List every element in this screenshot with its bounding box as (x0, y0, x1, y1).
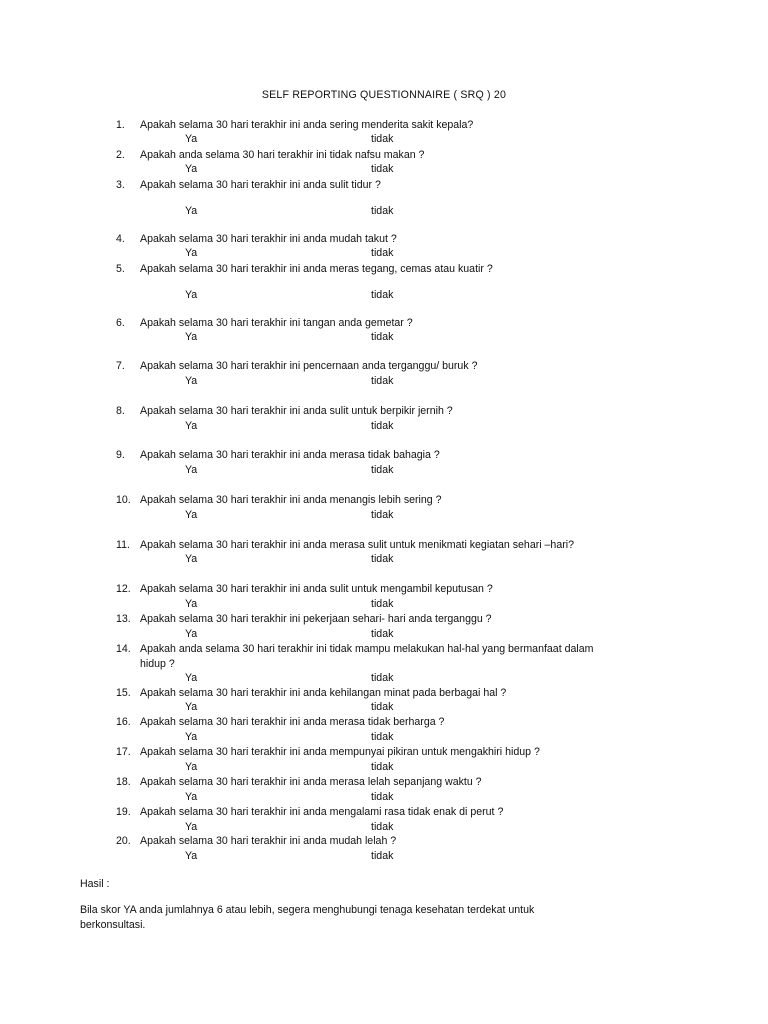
answer-ya-option[interactable]: Ya (185, 289, 198, 301)
answer-ya-option[interactable]: Ya (185, 163, 198, 175)
question-number: 17. (116, 746, 131, 758)
question-number: 8. (116, 405, 125, 417)
answer-ya-option[interactable]: Ya (185, 553, 198, 565)
question-number: 1. (116, 119, 125, 131)
question-number: 20. (116, 835, 131, 847)
answer-ya-option[interactable]: Ya (185, 761, 198, 773)
question-text: Apakah selama 30 hari terakhir ini anda mempunyai pikiran untuk mengakhiri hidup ? (140, 746, 540, 758)
answer-ya-option[interactable]: Ya (185, 791, 198, 803)
question-text: Apakah selama 30 hari terakhir ini anda merasa sulit untuk menikmati kegiatan sehari –hari? (140, 539, 574, 551)
result-label: Hasil : (80, 878, 110, 890)
question-text: Apakah selama 30 hari terakhir ini tangan anda gemetar ? (140, 317, 413, 329)
answer-tidak-option[interactable]: tidak (371, 628, 394, 640)
answer-ya-option[interactable]: Ya (185, 731, 198, 743)
question-text-continued: hidup ? (140, 658, 175, 670)
question-number: 3. (116, 179, 125, 191)
answer-tidak-option[interactable]: tidak (371, 850, 394, 862)
answer-ya-option[interactable]: Ya (185, 850, 198, 862)
question-text: Apakah selama 30 hari terakhir ini anda merasa lelah sepanjang waktu ? (140, 776, 482, 788)
answer-tidak-option[interactable]: tidak (371, 247, 394, 259)
answer-tidak-option[interactable]: tidak (371, 464, 394, 476)
answer-tidak-option[interactable]: tidak (371, 133, 394, 145)
question-text: Apakah anda selama 30 hari terakhir ini tidak mampu melakukan hal-hal yang bermanfaat dalam (140, 643, 594, 655)
answer-tidak-option[interactable]: tidak (371, 598, 394, 610)
question-text: Apakah selama 30 hari terakhir ini anda mudah lelah ? (140, 835, 397, 847)
answer-ya-option[interactable]: Ya (185, 821, 198, 833)
question-text: Apakah selama 30 hari terakhir ini anda mudah takut ? (140, 233, 397, 245)
question-number: 19. (116, 806, 131, 818)
question-number: 11. (116, 539, 130, 551)
question-text: Apakah selama 30 hari terakhir ini pencernaan anda terganggu/ buruk ? (140, 360, 478, 372)
question-text: Apakah selama 30 hari terakhir ini anda mengalami rasa tidak enak di perut ? (140, 806, 504, 818)
question-text: Apakah selama 30 hari terakhir ini anda sulit tidur ? (140, 179, 381, 191)
answer-tidak-option[interactable]: tidak (371, 375, 394, 387)
question-number: 10. (116, 494, 131, 506)
answer-ya-option[interactable]: Ya (185, 375, 198, 387)
answer-tidak-option[interactable]: tidak (371, 761, 394, 773)
page-title: SELF REPORTING QUESTIONNAIRE ( SRQ ) 20 (261, 89, 507, 101)
question-text: Apakah selama 30 hari terakhir ini anda merasa tidak berharga ? (140, 716, 445, 728)
question-text: Apakah selama 30 hari terakhir ini anda sulit untuk mengambil keputusan ? (140, 583, 493, 595)
answer-tidak-option[interactable]: tidak (371, 791, 394, 803)
question-number: 5. (116, 263, 125, 275)
answer-tidak-option[interactable]: tidak (371, 420, 394, 432)
answer-ya-option[interactable]: Ya (185, 672, 198, 684)
question-number: 14. (116, 643, 131, 655)
question-text: Apakah selama 30 hari terakhir ini anda kehilangan minat pada berbagai hal ? (140, 687, 507, 699)
question-number: 15. (116, 687, 131, 699)
question-number: 13. (116, 613, 131, 625)
answer-ya-option[interactable]: Ya (185, 205, 198, 217)
answer-ya-option[interactable]: Ya (185, 247, 198, 259)
question-number: 16. (116, 716, 131, 728)
question-number: 7. (116, 360, 125, 372)
answer-ya-option[interactable]: Ya (185, 509, 198, 521)
answer-tidak-option[interactable]: tidak (371, 821, 394, 833)
answer-tidak-option[interactable]: tidak (371, 509, 394, 521)
question-number: 9. (116, 449, 125, 461)
question-number: 6. (116, 317, 125, 329)
question-text: Apakah selama 30 hari terakhir ini anda menangis lebih sering ? (140, 494, 442, 506)
question-text: Apakah selama 30 hari terakhir ini anda sering menderita sakit kepala? (140, 119, 474, 131)
question-text: Apakah selama 30 hari terakhir ini anda merasa tidak bahagia ? (140, 449, 440, 461)
result-text-line-1: Bila skor YA anda jumlahnya 6 atau lebih, segera menghubungi tenaga kesehatan terdekat untuk (80, 904, 535, 916)
answer-ya-option[interactable]: Ya (185, 701, 198, 713)
question-number: 12. (116, 583, 131, 595)
answer-tidak-option[interactable]: tidak (371, 731, 394, 743)
question-number: 4. (116, 233, 125, 245)
question-number: 2. (116, 149, 125, 161)
question-text: Apakah selama 30 hari terakhir ini anda meras tegang, cemas atau kuatir ? (140, 263, 493, 275)
answer-ya-option[interactable]: Ya (185, 331, 198, 343)
answer-tidak-option[interactable]: tidak (371, 553, 394, 565)
question-number: 18. (116, 776, 131, 788)
answer-tidak-option[interactable]: tidak (371, 163, 394, 175)
answer-ya-option[interactable]: Ya (185, 133, 198, 145)
question-text: Apakah anda selama 30 hari terakhir ini tidak nafsu makan ? (140, 149, 425, 161)
answer-ya-option[interactable]: Ya (185, 628, 198, 640)
answer-tidak-option[interactable]: tidak (371, 672, 394, 684)
answer-tidak-option[interactable]: tidak (371, 331, 394, 343)
answer-ya-option[interactable]: Ya (185, 598, 198, 610)
question-text: Apakah selama 30 hari terakhir ini anda sulit untuk berpikir jernih ? (140, 405, 453, 417)
question-text: Apakah selama 30 hari terakhir ini pekerjaan sehari- hari anda terganggu ? (140, 613, 492, 625)
answer-ya-option[interactable]: Ya (185, 464, 198, 476)
answer-tidak-option[interactable]: tidak (371, 289, 394, 301)
result-text-line-2: berkonsultasi. (80, 919, 146, 931)
answer-tidak-option[interactable]: tidak (371, 701, 394, 713)
answer-tidak-option[interactable]: tidak (371, 205, 394, 217)
answer-ya-option[interactable]: Ya (185, 420, 198, 432)
